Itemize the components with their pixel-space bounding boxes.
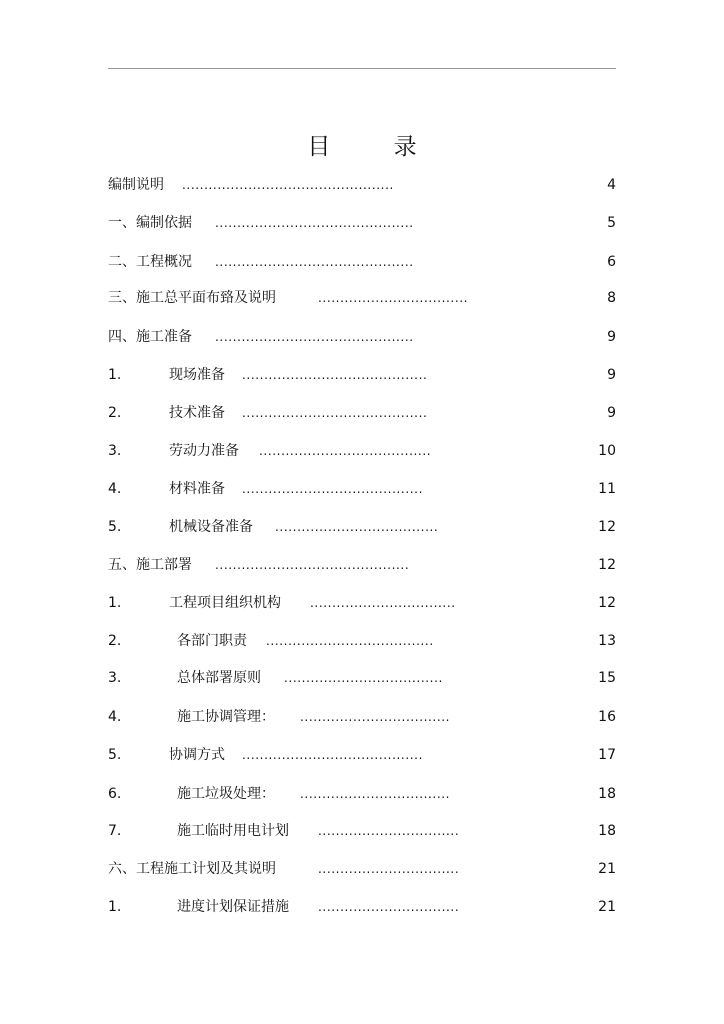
toc-entry-label: 施工临时用电计划 bbox=[177, 823, 289, 839]
toc-entry-number: 1. bbox=[108, 367, 122, 383]
toc-entry-label: 五、施工部署 bbox=[108, 557, 192, 573]
toc-entry-label: 现场准备 bbox=[169, 367, 225, 383]
toc-entry-page: 16 bbox=[598, 709, 616, 725]
toc-entry[interactable] bbox=[108, 251, 616, 273]
toc-entry-page: 4 bbox=[607, 177, 616, 193]
toc-entry[interactable] bbox=[108, 287, 616, 309]
toc-entry-label: 四、施工准备 bbox=[108, 329, 192, 345]
toc-entry[interactable] bbox=[108, 326, 616, 348]
toc-entry-number: 4. bbox=[108, 709, 122, 725]
toc-leader-dots: .................................. bbox=[318, 291, 468, 305]
toc-entry-label: 各部门职责 bbox=[177, 633, 247, 649]
toc-leader-dots: ............................................ bbox=[215, 558, 410, 572]
toc-leader-dots: .................................... bbox=[284, 671, 443, 685]
toc-leader-dots: ................................ bbox=[318, 824, 460, 838]
toc-leader-dots: ............................................. bbox=[215, 255, 414, 269]
toc-leader-dots: ................................................ bbox=[182, 178, 394, 192]
toc-entry-label: 工程项目组织机构 bbox=[169, 595, 281, 611]
toc-entry-number: 7. bbox=[108, 823, 122, 839]
toc-entry-page: 12 bbox=[598, 557, 616, 573]
toc-leader-dots: ..................................... bbox=[275, 520, 439, 534]
toc-entry-label: 三、施工总平面布臵及说明 bbox=[108, 290, 276, 306]
toc-entry-page: 12 bbox=[598, 595, 616, 611]
toc-leader-dots: .......................................... bbox=[242, 406, 428, 420]
toc-entry-label: 技术准备 bbox=[169, 405, 225, 421]
toc-entry-page: 17 bbox=[598, 747, 616, 763]
toc-entry-number: 3. bbox=[108, 443, 122, 459]
toc-entry-page: 21 bbox=[598, 861, 616, 877]
toc-entry-page: 18 bbox=[598, 786, 616, 802]
toc-entry[interactable] bbox=[108, 592, 616, 614]
toc-entry-label: 施工协调管理： bbox=[177, 709, 275, 725]
toc-leader-dots: ......................................... bbox=[242, 748, 423, 762]
toc-entry-number: 4. bbox=[108, 481, 122, 497]
toc-entry[interactable] bbox=[108, 478, 616, 500]
toc-entry-number: 5. bbox=[108, 519, 122, 535]
toc-leader-dots: ............................................. bbox=[215, 330, 414, 344]
toc-entry[interactable] bbox=[108, 706, 616, 728]
toc-entry-page: 15 bbox=[598, 670, 616, 686]
toc-title: 目 录 bbox=[307, 134, 445, 160]
toc-entry-page: 6 bbox=[607, 254, 616, 270]
toc-entry-page: 5 bbox=[607, 215, 616, 231]
toc-entry-page: 9 bbox=[607, 367, 616, 383]
toc-entry[interactable] bbox=[108, 174, 616, 196]
toc-entry[interactable] bbox=[108, 212, 616, 234]
toc-leader-dots: .................................. bbox=[300, 787, 451, 801]
toc-entry[interactable] bbox=[108, 820, 616, 842]
toc-leader-dots: ................................ bbox=[318, 862, 460, 876]
toc-entry-number: 5. bbox=[108, 747, 122, 763]
toc-entry[interactable] bbox=[108, 744, 616, 766]
toc-entry-label: 劳动力准备 bbox=[169, 443, 239, 459]
toc-entry[interactable] bbox=[108, 440, 616, 462]
toc-entry-label: 进度计划保证措施 bbox=[177, 899, 289, 915]
toc-entry-number: 3. bbox=[108, 670, 122, 686]
toc-entry[interactable] bbox=[108, 516, 616, 538]
toc-entry-page: 18 bbox=[598, 823, 616, 839]
toc-leader-dots: ................................. bbox=[310, 596, 456, 610]
toc-entry-label: 一、编制依据 bbox=[108, 215, 192, 231]
toc-entry-label: 材料准备 bbox=[169, 481, 225, 497]
toc-entry[interactable] bbox=[108, 667, 616, 689]
toc-leader-dots: ...................................... bbox=[266, 634, 434, 648]
toc-entry-page: 8 bbox=[607, 290, 616, 306]
toc-entry-number: 2. bbox=[108, 633, 122, 649]
toc-leader-dots: ................................ bbox=[318, 900, 460, 914]
toc-entry-page: 11 bbox=[598, 481, 616, 497]
toc-entry-page: 10 bbox=[598, 443, 616, 459]
toc-entry-label: 总体部署原则 bbox=[177, 670, 261, 686]
toc-entry-number: 1. bbox=[108, 899, 122, 915]
toc-entry-label: 机械设备准备 bbox=[169, 519, 253, 535]
toc-entry[interactable] bbox=[108, 783, 616, 805]
toc-entry-page: 9 bbox=[607, 405, 616, 421]
toc-entry-page: 9 bbox=[607, 329, 616, 345]
toc-entry[interactable] bbox=[108, 630, 616, 652]
toc-entry-page: 13 bbox=[598, 633, 616, 649]
toc-entry-label: 施工垃圾处理： bbox=[177, 786, 275, 802]
toc-entry-number: 6. bbox=[108, 786, 122, 802]
toc-leader-dots: .................................. bbox=[300, 710, 451, 724]
toc-entry-page: 21 bbox=[598, 899, 616, 915]
toc-entry-page: 12 bbox=[598, 519, 616, 535]
table-of-contents bbox=[108, 0, 616, 1024]
toc-entry[interactable] bbox=[108, 364, 616, 386]
toc-leader-dots: ......................................... bbox=[242, 482, 423, 496]
toc-entry-label: 编制说明 bbox=[108, 177, 164, 193]
toc-entry-label: 协调方式 bbox=[169, 747, 225, 763]
toc-entry-number: 1. bbox=[108, 595, 122, 611]
toc-leader-dots: ....................................... bbox=[259, 444, 431, 458]
toc-leader-dots: .......................................... bbox=[242, 368, 428, 382]
toc-entry[interactable] bbox=[108, 554, 616, 576]
toc-entry[interactable] bbox=[108, 402, 616, 424]
toc-leader-dots: ............................................. bbox=[215, 216, 414, 230]
toc-entry[interactable] bbox=[108, 858, 616, 880]
toc-entry-label: 二、工程概况 bbox=[108, 254, 192, 270]
toc-entry-number: 2. bbox=[108, 405, 122, 421]
toc-entry-label: 六、工程施工计划及其说明 bbox=[108, 861, 276, 877]
toc-entry[interactable] bbox=[108, 896, 616, 918]
